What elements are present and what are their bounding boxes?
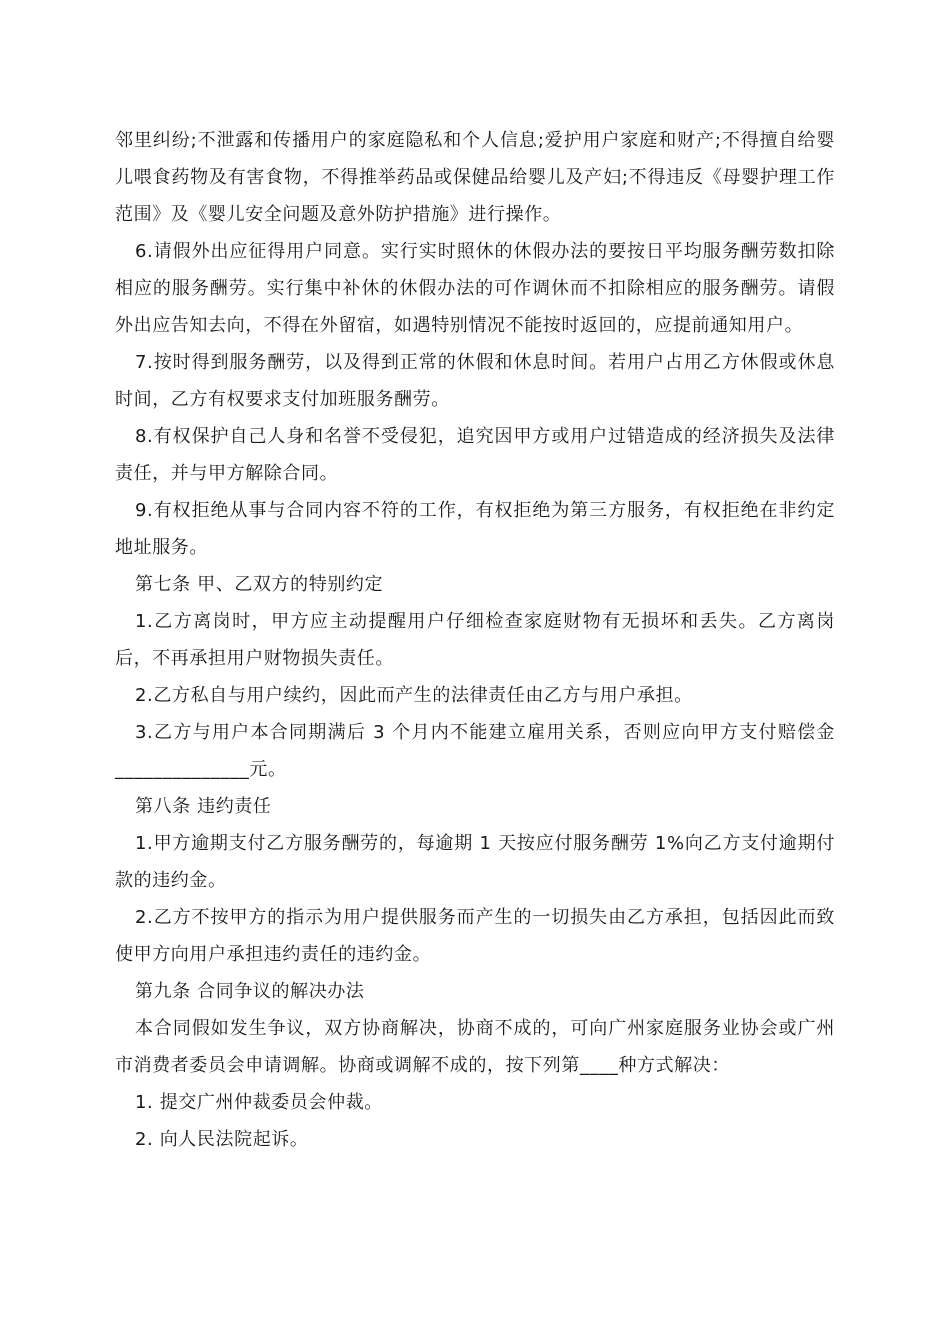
- article-7-item-3: 3.乙方与用户本合同期满后 3 个月内不能建立雇用关系，否则应向甲方支付赔偿金______________元。: [115, 722, 835, 780]
- clause-item-7: 7.按时得到服务酬劳，以及得到正常的休假和休息时间。若用户占用乙方休假或休息时间，乙方有权要求支付加班服务酬劳。: [115, 352, 835, 410]
- article-9-option-2: 2. 向人民法院起诉。: [135, 1129, 309, 1150]
- clause-item-9: 9.有权拒绝从事与合同内容不符的工作，有权拒绝为第三方服务，有权拒绝在非约定地址服务。: [115, 500, 835, 558]
- article-9-option-1: 1. 提交广州仲裁委员会仲裁。: [135, 1092, 383, 1113]
- article-8-item-1: 1.甲方逾期支付乙方服务酬劳的，每逾期 1 天按应付服务酬劳 1%向乙方支付逾期付款的违约金。: [115, 833, 835, 891]
- document-body: [115, 122, 835, 1158]
- article-8-item-2: 2.乙方不按甲方的指示为用户提供服务而产生的一切损失由乙方承担，包括因此而致使甲方向用户承担违约责任的违约金。: [115, 907, 835, 965]
- paragraph-continuation: 邻里纠纷;不泄露和传播用户的家庭隐私和个人信息;爱护用户家庭和财产;不得擅自给婴儿喂食药物及有害食物，不得推举药品或保健品给婴儿及产妇;不得违反《母婴护理工作范围》及《婴儿安全问题及意外防护措施》进行操作。: [115, 130, 835, 225]
- article-7-item-1: 1.乙方离岗时，甲方应主动提醒用户仔细检查家庭财物有无损坏和丢失。乙方离岗后，不再承担用户财物损失责任。: [115, 611, 835, 669]
- clause-item-6: 6.请假外出应征得用户同意。实行实时照休的休假办法的要按日平均服务酬劳数扣除相应的服务酬劳。实行集中补休的休假办法的可作调休而不扣除相应的服务酬劳。请假外出应告知去向，不得在外留宿，如遇特别情况不能按时返回的，应提前通知用户。: [115, 241, 835, 336]
- article-7-heading: 第七条 甲、乙双方的特别约定: [135, 574, 384, 595]
- article-9-body: 本合同假如发生争议，双方协商解决，协商不成的，可向广州家庭服务业协会或广州市消费者委员会申请调解。协商或调解不成的，按下列第____种方式解决：: [115, 1018, 835, 1076]
- article-9-heading: 第九条 合同争议的解决办法: [135, 981, 365, 1002]
- article-7-item-2: 2.乙方私自与用户续约，因此而产生的法律责任由乙方与用户承担。: [135, 685, 693, 706]
- article-8-heading: 第八条 违约责任: [135, 796, 272, 817]
- clause-item-8: 8.有权保护自己人身和名誉不受侵犯，追究因甲方或用户过错造成的经济损失及法律责任，并与甲方解除合同。: [115, 426, 835, 484]
